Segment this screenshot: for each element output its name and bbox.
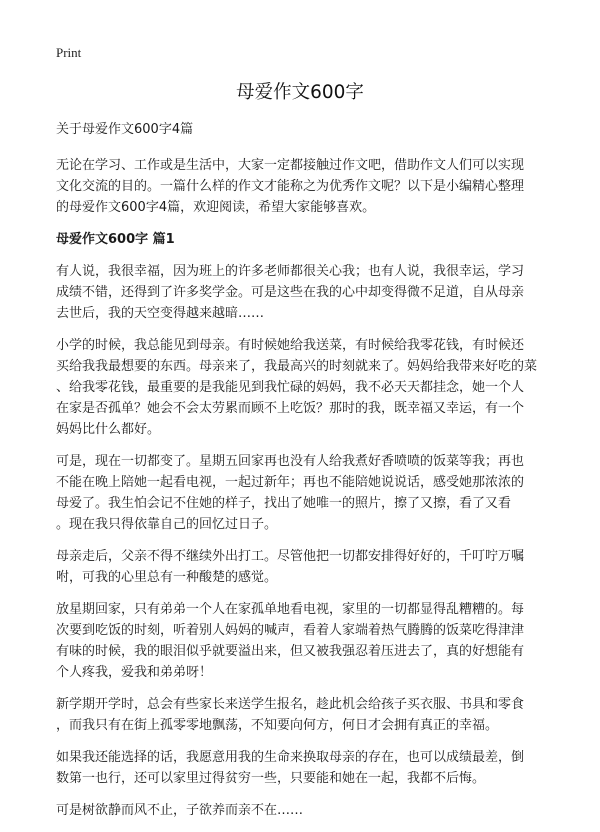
paragraph-line: 新学期开学时，总会有些家长来送学生报名，趁此机会给孩子买衣服、书具和零食 [56,697,525,712]
paragraph-line: 咐，可我的心里总有一种酸楚的感觉。 [56,570,278,585]
intro-paragraph [56,155,546,218]
paragraph-line: 去世后，我的天空变得越来越暗…… [56,306,265,321]
paragraph-line: 数第一也行，还可以家里过得贫穷一些，只要能和她在一起，我都不后悔。 [56,771,486,786]
paragraph-line: 成绩不错，还得到了许多奖学金。可是这些在我的心中却变得微不足道，自从母亲 [56,285,525,300]
paragraph-line: 妈妈比什么都好。 [56,422,161,437]
paragraph-line: 次要到吃饭的时刻，听着别人妈妈的喊声，看着人家端着热气腾腾的饭菜吃得津津 [56,623,525,638]
paragraph-line: 母亲走后，父亲不得不继续外出打工。尽管他把一切都安排得好好的，千叮咛万嘱 [56,549,525,564]
paragraph-line: 个人疼我，爱我和弟弟呀！ [56,665,213,680]
intro-line: 文化交流的目的。一篇什么样的作文才能称之为优秀作文呢？以下是小编精心整理 [56,179,525,194]
body-paragraph-7 [56,747,546,789]
paragraph-line: 如果我还能选择的话，我愿意用我的生命来换取母亲的存在，也可以成绩最差，倒 [56,750,525,765]
paragraph-line: 有味的时候，我的眼泪似乎就要溢出来，但又被我强忍着压进去了，真的好想能有 [56,644,525,659]
paragraph-line: 。现在我只得依靠自己的回忆过日子。 [56,517,278,532]
paragraph-line: ，而我只有在街上孤零零地飘荡，不知要向何方，何日才会拥有真正的幸福。 [56,718,499,733]
paragraph-line: 可是，现在一切都变了。星期五回家再也没有人给我煮好香喷喷的饭菜等我；再也 [56,454,525,469]
body-paragraph-5 [56,599,546,683]
paragraph-line: 、给我零花钱，最重要的是我能见到我忙碌的妈妈，我不必天天都挂念，她一个人 [56,380,525,395]
section-heading: 母爱作文600字 篇1 [56,232,175,247]
body-paragraph-1 [56,261,546,324]
body-paragraph-3 [56,451,546,535]
intro-line: 无论在学习、工作或是生活中，大家一定都接触过作文吧，借助作文人们可以实现 [56,158,525,173]
paragraph-line: 买给我我最想要的东西。母亲来了，我最高兴的时刻就来了。妈妈给我带来好吃的菜 [56,359,538,374]
paragraph-line: 可是树欲静而风不止，子欲养而亲不在…… [56,803,304,818]
document-subtitle: 关于母爱作文600字4篇 [56,122,194,137]
paragraph-line: 有人说，我很幸福，因为班上的许多老师都很关心我；也有人说，我很幸运，学习 [56,264,525,279]
document-body [56,119,546,832]
paragraph-line: 在家是否孤单？她会不会太劳累而顾不上吃饭？那时的我，既幸福又幸运，有一个 [56,401,525,416]
document-title: 母爱作文600字 [236,82,364,103]
body-paragraph-6 [56,694,546,736]
body-paragraph-2 [56,335,546,440]
body-paragraph-4 [56,546,546,588]
body-paragraph-8 [56,800,546,821]
paragraph-line: 小学的时候，我总能见到母亲。有时候她给我送菜，有时候给我零花钱，有时候还 [56,338,525,353]
paragraph-line: 放星期回家，只有弟弟一个人在家孤单地看电视，家里的一切都显得乱糟糟的。每 [56,602,525,617]
paragraph-line: 母爱了。我生怕会记不住她的样子，找出了她唯一的照片，擦了又擦，看了又看 [56,496,512,511]
intro-line: 的母爱作文600字4篇，欢迎阅读，希望大家能够喜欢。 [56,200,376,215]
paragraph-line: 不能在晚上陪她一起看电视，一起过新年；再也不能陪她说说话，感受她那浓浓的 [56,475,525,490]
print-label: Print [56,45,82,60]
